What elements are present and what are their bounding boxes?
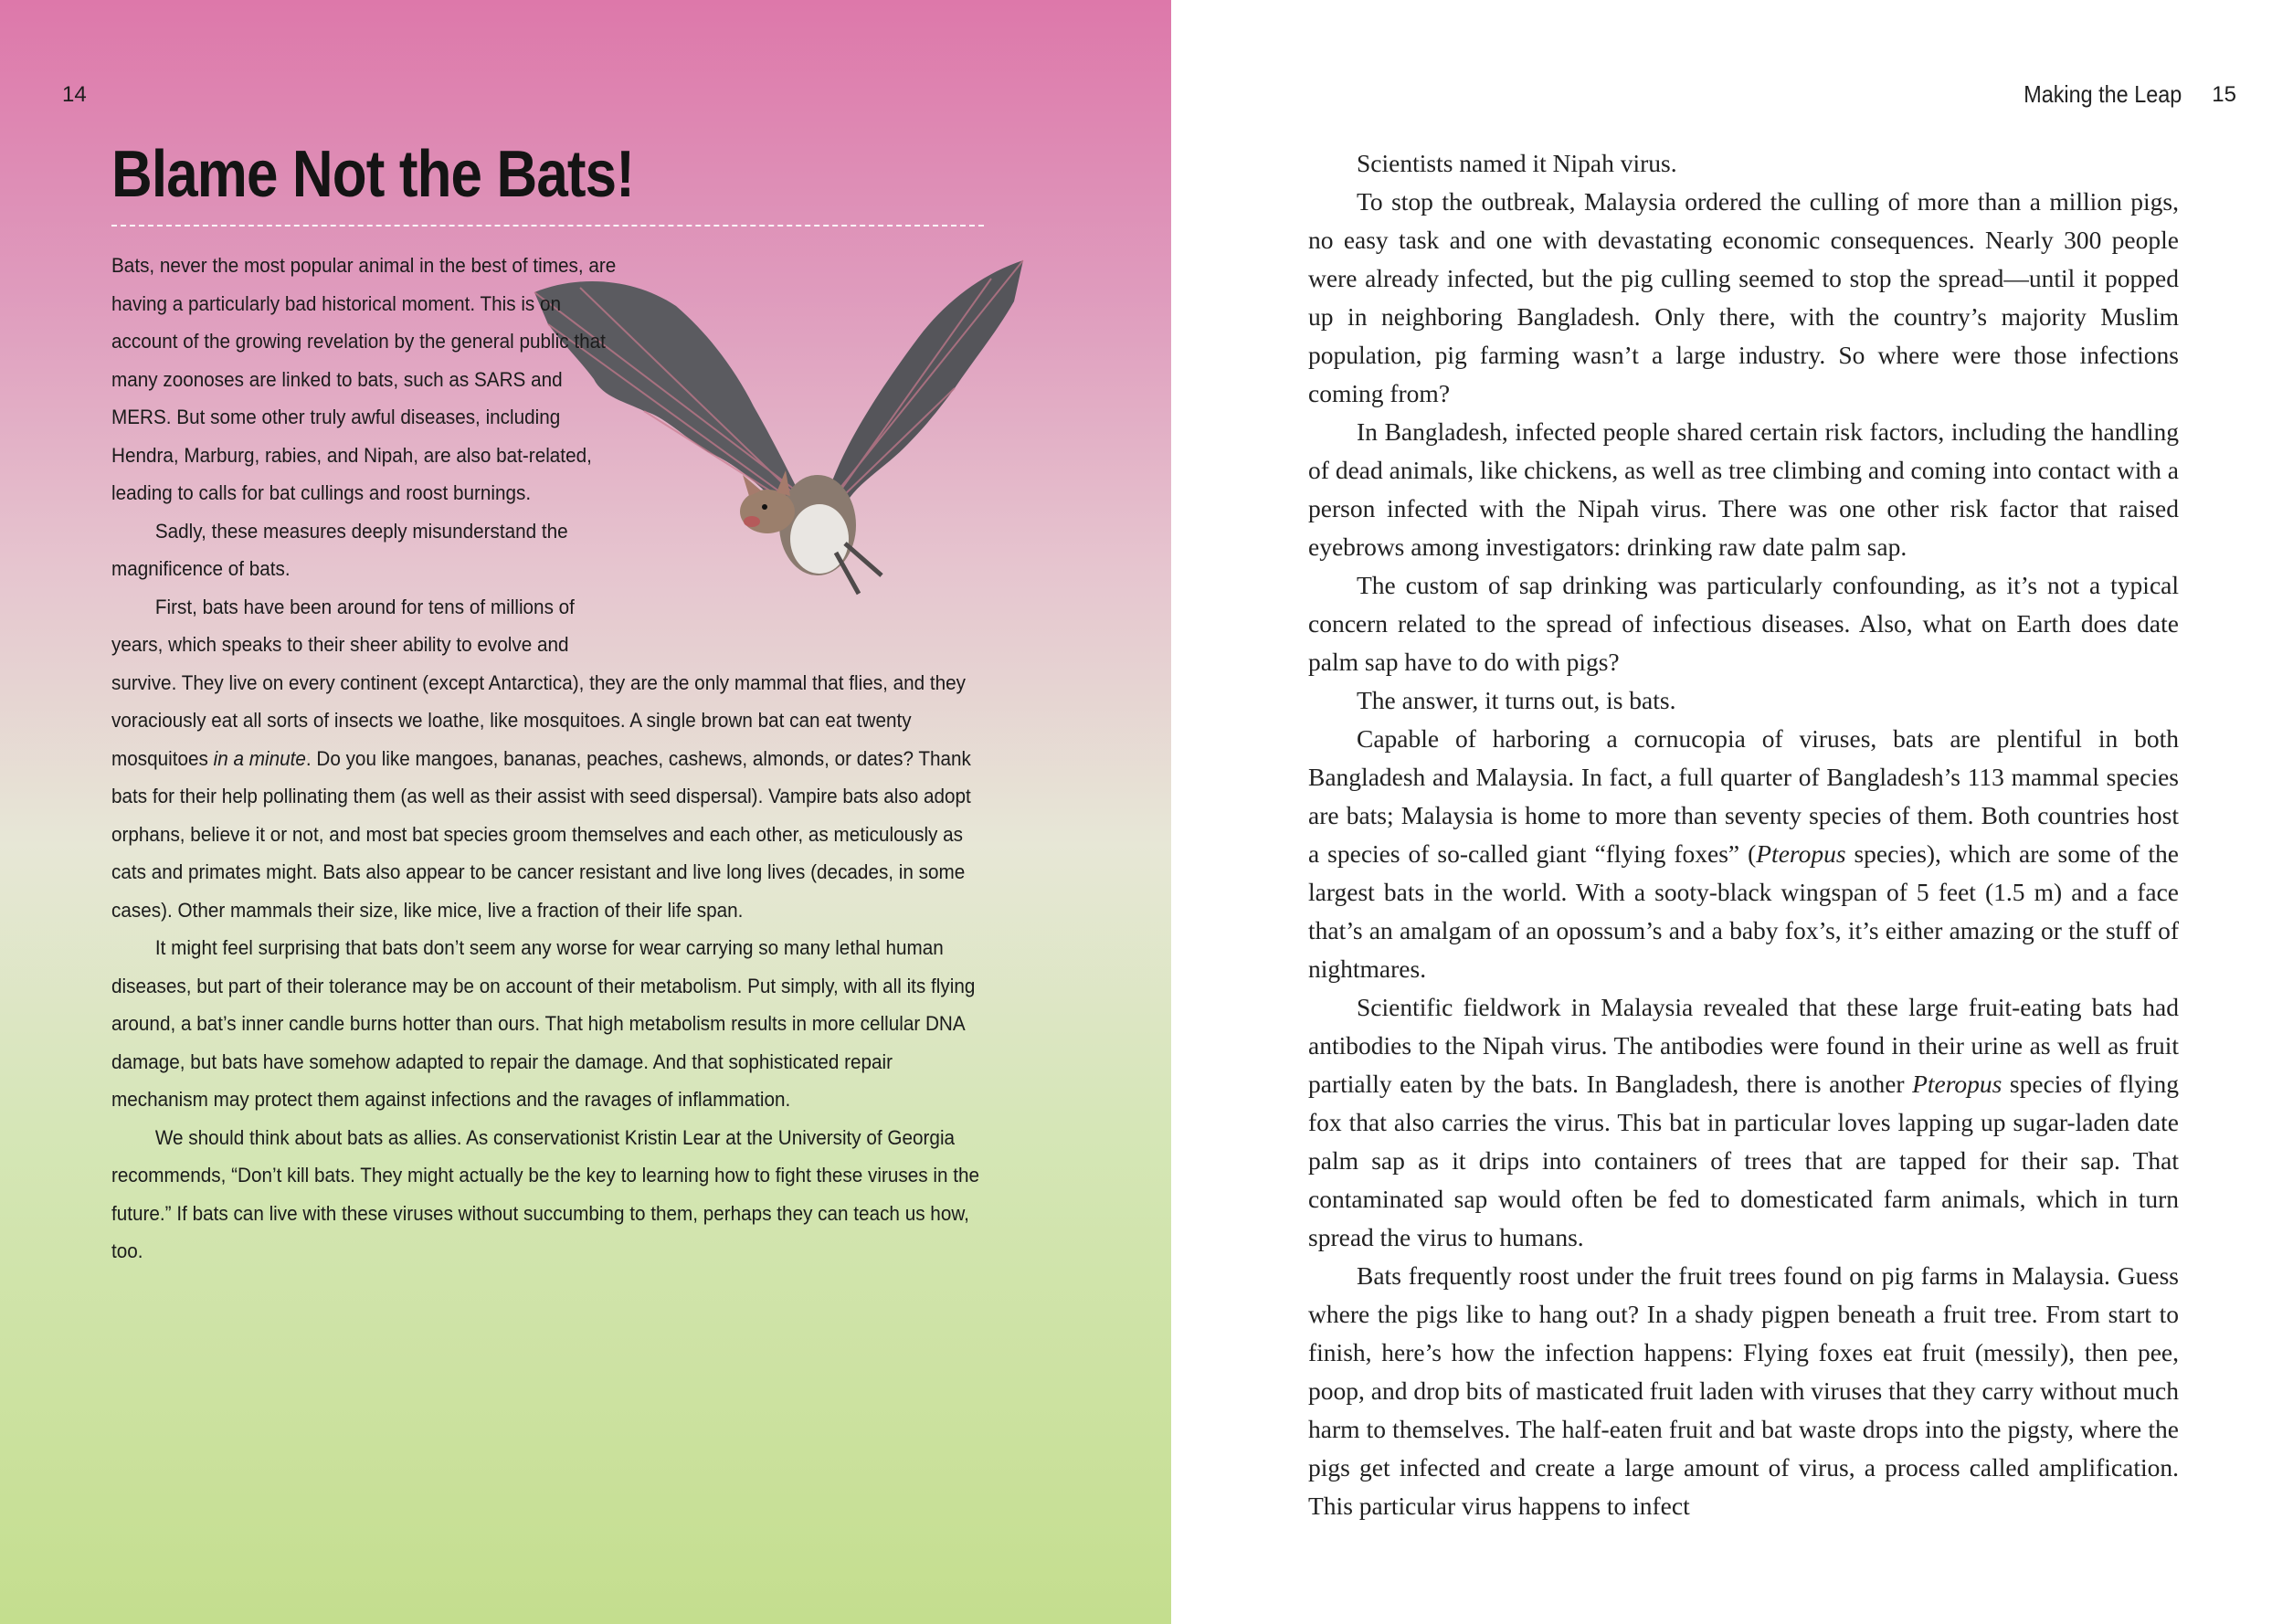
sidebar-paragraph: Sadly, these measures deeply misunderstand the magnificence of bats. [111,519,568,580]
italic-text: in a minute [213,746,306,770]
sidebar-paragraph: Bats, never the most popular animal in the best of times, are having a particularly bad historical moment. This is on account of the growing revelation by the general public that many zoonoses are linked to bats, such as SARS and MERS. But some other truly awful diseases, including Hendra, Marburg, rabies, and Nipah, are also bat-related, leading to calls for bat cullings and roost burnings. [111,254,617,504]
body-paragraph [1308,988,2179,1257]
bat-image-wrap-space [624,247,994,649]
text-run: species of flying fox that also carries the virus. This bat in particular loves lapping up sugar-laden date palm sap as it drips into containers of trees that are tapped for their sap. That contaminated sap would often be fed to domesticated farm animals, which in turn spread the virus to humans. [1308,1070,2179,1251]
sidebar-title: Blame Not the Bats! [111,138,634,211]
page-number-right: 15 [2212,82,2236,107]
running-head: Making the Leap [2023,80,2182,108]
title-divider [111,225,984,227]
body-paragraph: Bats frequently roost under the fruit trees found on pig farms in Malaysia. Guess where the pigs like to hang out? In a shady pigpen beneath a fruit tree. From start to finish, here’s how the infection happens: Flying foxes eat fruit (messily), then pee, poop, and drop bits of masticated fruit laden with viruses that they carry without much harm to themselves. The half-eaten fruit and bat waste drops into the pigsty, where the pigs get infected and create a large amount of virus, a process called amplification. This particular virus happens to infect [1308,1261,2179,1520]
sidebar-paragraph: We should think about bats as allies. As conservationist Kristin Lear at the University of Georgia recommends, “Don’t kill bats. They might actually be the key to learning how to fight these viruses in the future.” If bats can live with these viruses without succumbing to them, perhaps they can teach us how, too. [111,1125,980,1262]
sidebar-body [111,247,986,1271]
text-run: Capable of harboring a cornucopia of viruses, bats are plentiful in both Bangladesh and Malaysia. In fact, a full quarter of Bangladesh’s 113 mammal species are bats; Malaysia is home to more than seventy species of them. Both countries host a species of so-called giant “flying foxes” ( [1308,724,2179,868]
body-paragraph: To stop the outbreak, Malaysia ordered the culling of more than a million pigs, no easy task and one with devastating economic consequences. Nearly 300 people were already infected, but the pig culling seemed to stop the spread—until it popped up in neighboring Bangladesh. Only there, with the country’s majority Muslim population, pig farming wasn’t a large industry. So where were those infections coming from? [1308,187,2179,407]
body-paragraph: Scientists named it Nipah virus. [1357,149,1677,177]
text-run: First, bats have been around for tens of millions of years, which speaks to their sheer ability to evolve and survive. They live on every continent (except Antarctica), they are the only mammal that flies, and they voraciously eat all sorts of insects we loathe, like mosquitoes. A single brown bat can eat twenty mosquitoes [111,595,967,770]
text-run: Scientific fieldwork in Malaysia revealed that these large fruit-eating bats had antibodies to the Nipah virus. The antibodies were found in their urine as well as fruit partially eaten by the bats. In Bangladesh, there is another [1308,993,2179,1098]
italic-text: Pteropus [1756,839,1846,868]
body-paragraph: The custom of sap drinking was particularly confounding, as it’s not a typical concern related to the spread of infectious diseases. Also, what on Earth does date palm sap have to do with pigs? [1308,571,2179,676]
right-page [1171,0,2293,1624]
body-paragraph: The answer, it turns out, is bats. [1357,686,1676,714]
italic-text: Pteropus [1912,1070,2002,1098]
body-text [1308,144,2179,1525]
page-number-left: 14 [62,82,87,107]
sidebar-paragraph: It might feel surprising that bats don’t seem any worse for wear carrying so many lethal human diseases, but part of their tolerance may be on account of their metabolism. Put simply, with all its flying around, a bat’s inner candle burns hotter than ours. That high metabolism results in more cellular DNA damage, but bats have somehow adapted to repair the damage. And that sophisticated repair mechanism may protect them against infections and the ravages of inflammation. [111,936,976,1111]
body-paragraph: In Bangladesh, infected people shared certain risk factors, including the handling of dead animals, like chickens, as well as tree climbing and coming into contact with a person infected with the Nipah virus. There was one other risk factor that raised eyebrows among investigators: drinking raw date palm sap. [1308,417,2179,561]
text-run: . Do you like mangoes, bananas, peaches, cashews, almonds, or dates? Thank bats for their help pollinating them (as well as their assist with seed dispersal). Vampire bats also adopt orphans, believe it or not, and most bat species groom themselves and each other, as meticulously as cats and primates might. Bats also appear to be cancer resistant and live long lives (decades, in some cases). Other mammals their size, like mice, live a fraction of their life span. [111,746,971,922]
text-run: species), which are some of the largest bats in the world. With a sooty-black wingspan of 5 feet (1.5 m) and a face that’s an amalgam of an opossum’s and a baby fox’s, it’s either amazing or the stuff of nightmares. [1308,839,2179,983]
body-paragraph [1308,720,2179,988]
